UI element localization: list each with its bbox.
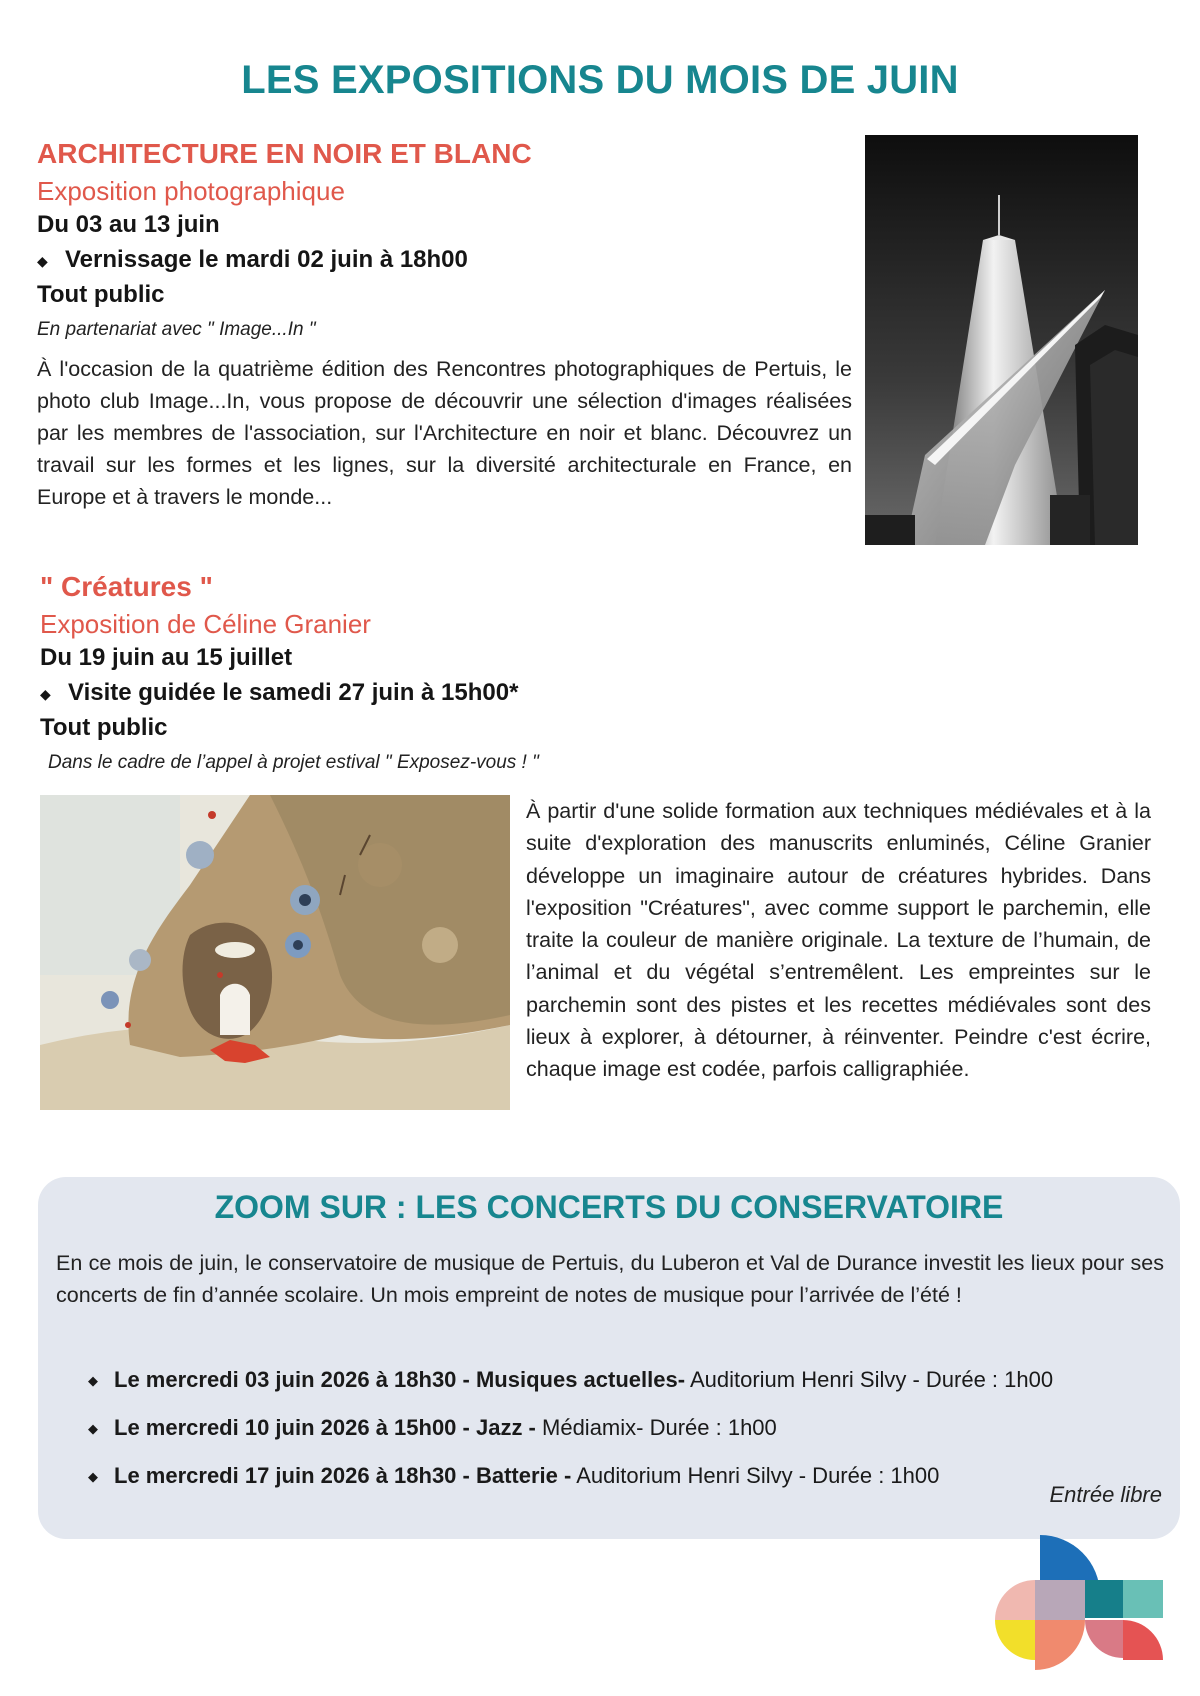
concert-item: ◆ Le mercredi 17 juin 2026 à 18h30 - Batterie - Auditorium Henri Silvy - Durée : 1h00: [88, 1463, 940, 1488]
exhibition-description: À partir d'une solide formation aux techniques médiévales et à la suite d'exploration des manuscrits enluminés, Céline Granier développe un imaginaire autour de créatures hybrides. Dans l'exposition "Créatures", avec comme support le parchemin, elle traite la couleur de manière originale. La texture de l’humain, de l’animal et du végétal s’entremêlent. Les empreintes sur le parchemin sont des pistes et les recettes médiévales sont des lieux à explorer, à détourner, à réinventer. Peindre c'est écrire, chaque image est codée, parfois calligraphiée.: [526, 799, 1151, 1082]
zoom-intro: En ce mois de juin, le conservatoire de musique de Pertuis, du Luberon et Val de Durance investit les lieux pour ses concerts de fin d’année scolaire. Un mois empreint de notes de musique pour l’arrivée de l’été !: [56, 1251, 1164, 1307]
concert-item: ◆ Le mercredi 10 juin 2026 à 15h00 - Jazz - Médiamix- Durée : 1h00: [88, 1415, 777, 1440]
exhibition-subtitle: Exposition photographique: [37, 175, 345, 206]
diamond-bullet-icon: ◆: [40, 685, 51, 702]
zoom-concerts-box: [38, 1177, 1180, 1539]
exhibition-frame: Dans le cadre de l’appel à projet estival " Exposez-vous ! ": [48, 751, 539, 773]
diamond-bullet-icon: ◆: [88, 1421, 98, 1437]
zoom-title: ZOOM SUR : LES CONCERTS DU CONSERVATOIRE: [214, 1189, 1004, 1225]
exhibition-title: " Créatures ": [40, 571, 213, 602]
exhibition-partner: En partenariat avec " Image...In ": [37, 318, 316, 340]
diamond-bullet-icon: ◆: [88, 1373, 98, 1389]
exhibition-event: ◆ Visite guidée le samedi 27 juin à 15h00*: [40, 679, 519, 707]
geometric-logo-icon: [995, 1535, 1170, 1675]
concert-item: ◆ Le mercredi 03 juin 2026 à 18h30 - Musiques actuelles- Auditorium Henri Silvy - Durée : 1h00: [88, 1367, 1054, 1392]
exhibition-dates: Du 03 au 13 juin: [37, 211, 220, 239]
exhibition-dates: Du 19 juin au 15 juillet: [40, 644, 293, 672]
exhibition-audience: Tout public: [37, 280, 165, 308]
exhibition-creatures: [40, 570, 1150, 774]
exhibition-description: À l'occasion de la quatrième édition des Rencontres photographiques de Pertuis, le photo club Image...In, vous propose de découvrir une sélection d'images réalisées par les membres de l'association, sur l'Architecture en noir et blanc. Découvrez un travail sur les formes et les lignes, sur la diversité architecturale en France, en Europe et à travers le monde...: [37, 356, 852, 509]
entry-note: Entrée libre: [1049, 1482, 1162, 1507]
creature-painting: [40, 795, 510, 1110]
exhibition-architecture: [37, 137, 852, 513]
page-title: LES EXPOSITIONS DU MOIS DE JUIN: [241, 58, 959, 102]
exhibition-subtitle: Exposition de Céline Granier: [40, 608, 371, 639]
exhibition-audience: Tout public: [40, 713, 168, 741]
exhibition-title: ARCHITECTURE EN NOIR ET BLANC: [37, 138, 532, 169]
skyscraper-photo: [865, 135, 1138, 545]
exhibition-event: ◆ Vernissage le mardi 02 juin à 18h00: [37, 246, 468, 274]
diamond-bullet-icon: ◆: [88, 1469, 98, 1485]
diamond-bullet-icon: ◆: [37, 252, 48, 269]
